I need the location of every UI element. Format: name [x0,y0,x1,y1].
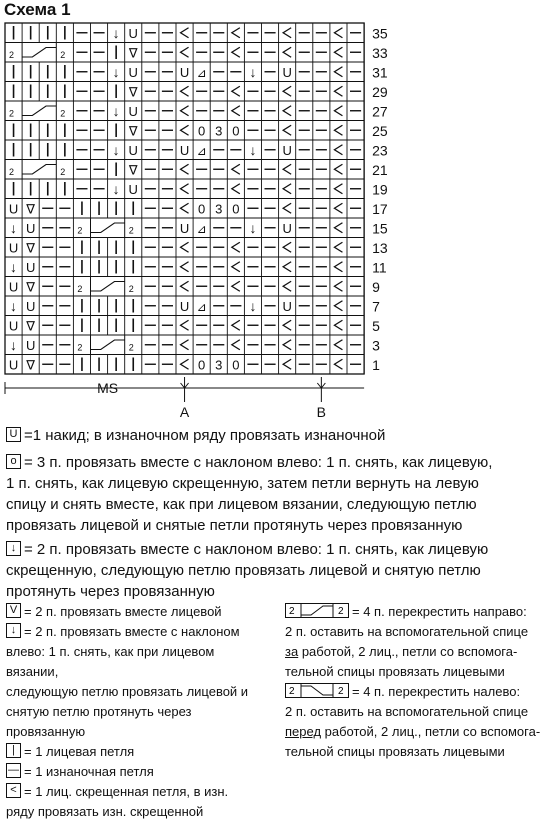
cable-label: 2 [128,342,134,353]
circle-mark: 0 [232,357,240,373]
twisted-mark [181,340,189,350]
twisted-mark [181,125,189,135]
k2tog-mark: ∇ [26,201,36,217]
svg-text:2: 2 [338,606,344,618]
twisted-mark [181,164,189,174]
twisted-mark [181,106,189,116]
twisted-mark [232,340,240,350]
twisted-mark [283,28,291,38]
twisted-mark [334,86,342,96]
ssk-mark: ↓ [10,258,18,275]
yarnover-mark: U [128,181,138,197]
twisted-mark [181,262,189,272]
k2tog-mark: ∇ [128,84,138,100]
svg-text:2: 2 [289,686,295,698]
legend-purl: — = 1 изнаночная петля [8,764,154,779]
marker-a: A [179,404,190,420]
ssk-mark: ↓ [10,297,18,314]
row-number: 21 [372,162,388,178]
dec-mark: ⊿ [196,65,207,80]
twisted-mark [283,86,291,96]
twisted-mark [181,28,189,38]
twisted-mark [334,203,342,213]
row-number: 19 [372,181,388,198]
yarnover-mark: U [8,201,19,217]
purl-icon: — [8,764,19,777]
circle-mark: 0 [198,201,206,217]
ssk-mark: ↓ [249,219,257,236]
row-number: 11 [372,259,387,276]
row-number: 9 [372,279,380,295]
twisted-mark [283,125,291,135]
chart-title: Схема 1 [4,0,71,19]
arrow-down-icon: ↓ [6,541,21,556]
twisted-mark [334,262,342,272]
cable-label: 2 [9,108,15,119]
row-number: 29 [372,84,388,100]
twisted-mark [181,320,189,330]
ssk-mark: ↓ [249,297,257,314]
k2tog-mark: ∇ [26,279,36,295]
twisted-mark [334,125,342,135]
cable-label: 2 [77,225,83,236]
twisted-mark [232,184,240,194]
twisted-mark [334,223,342,233]
ssk-mark: ↓ [112,24,120,41]
row-number: 27 [372,103,388,120]
k2tog-mark: ∇ [128,162,138,178]
circle-o-icon: o [6,454,21,469]
legend-small-left: V = 2 п. провязать вместе лицевой ↓ = 2 п. провязать вместе с наклоном влево: 1 п. снять, как при лицевом вязании, следующую петлю провязать лицевой и снятую петлю протянуть через провязанную | = 1 лицевая петля — = 1 изнаночная петля < = 1 лиц. скрещенная петля, в изн. ряду провязать изн. скрещенной [6,602,268,822]
twisted-mark [283,359,291,369]
yarnover-mark: U [282,298,292,314]
legend-k2tog: V = 2 п. провязать вместе лицевой [6,602,268,622]
twisted-mark [334,301,342,311]
knit-icon: | [6,743,21,758]
yarnover-mark: U [25,259,36,275]
yarnover-mark: U [179,220,190,236]
three-mark: 3 [215,123,223,139]
twisted-mark [283,47,291,57]
ssk-mark: ↓ [10,336,18,353]
cable-label: 2 [128,284,134,294]
twisted-mark [181,359,189,369]
yarnover-mark: U [179,64,190,80]
k2tog-mark: ∇ [26,318,36,334]
row-number: 1 [372,357,380,373]
legend-small-right: 2 2 = 4 п. перекрестить направо: 2 п. оставить на вспомогательной спице за работой, 2 лиц., петли со вспомога- тельной спицы провязать лицевыми 2 2 = 4 п. перекрестить налево: 2 п. оставить на вспомогательной спице перед работой, 2 лиц., петли со вспомога- тельной спицы провязать лицевыми [285,602,547,762]
legend-twisted: < = 1 лиц. скрещенная петля, в изн. [6,782,268,802]
three-mark: 3 [215,357,223,373]
legend-cable-left: 2 2 = 4 п. перекрестить налево: [285,682,547,702]
cable-label: 2 [60,108,66,119]
twisted-mark [283,184,291,194]
k2tog-mark: ∇ [26,240,36,256]
arrow-down-icon: ↓ [6,623,21,638]
cable-label: 2 [60,50,66,60]
yarnover-mark: U [8,240,19,256]
ssk-mark: ↓ [249,141,257,158]
legend-cable-right: 2 2 = 4 п. перекрестить направо: [285,602,547,622]
cable-label: 2 [60,167,66,177]
row-number: 33 [372,45,388,61]
cable-right-icon [285,603,349,618]
row-number: 13 [372,240,388,256]
twisted-mark [283,281,291,291]
cable-label: 2 [9,50,15,60]
ssk-mark: ↓ [112,180,120,197]
cable-label: 2 [77,284,83,294]
marker-b: B [316,404,327,420]
twisted-mark [181,184,189,194]
three-mark: 3 [215,201,223,217]
k2tog-mark: ∇ [26,357,36,373]
yarnover-mark: U [179,298,190,314]
row-number: 15 [372,220,388,237]
yarnover-mark: U [8,357,19,373]
twisted-mark [334,145,342,155]
ssk-mark: ↓ [249,63,257,80]
dec-mark: ⊿ [196,221,207,236]
cable-label: 2 [128,225,134,236]
row-number: 35 [372,25,388,42]
twisted-mark [232,281,240,291]
twisted-mark [181,203,189,213]
twisted-mark [181,47,189,57]
cable-line [91,340,125,350]
circle-mark: 0 [232,123,240,139]
twisted-mark [334,320,342,330]
row-number: 31 [372,64,388,81]
cable-line [22,48,56,58]
twisted-mark [283,203,291,213]
twisted-mark [232,164,240,174]
row-number: 5 [372,318,380,334]
k2tog-icon: V [6,603,21,618]
twisted-mark [232,262,240,272]
twisted-mark [334,67,342,77]
yarnover-mark: U [128,103,138,119]
yarnover-mark: U [282,64,292,80]
twisted-mark [334,359,342,369]
cable-line [91,223,125,233]
cable-label: 2 [77,342,83,353]
k2tog-mark: ∇ [128,123,138,139]
twisted-mark [334,47,342,57]
legend-2-together-left: ↓ = 2 п. провязать вместе с наклоном влево: 1 п. снять, как лицевую скрещенную, следующую петлю провязать лицевой и снятую петлю протянуть через провязанную [6,541,489,600]
row-number: 23 [372,142,388,159]
twisted-mark [283,340,291,350]
twisted-mark [334,164,342,174]
circle-mark: 0 [198,357,206,373]
ssk-mark: ↓ [10,219,18,236]
row-number: 25 [372,123,388,139]
ms-label: MS [97,380,119,396]
twisted-mark [181,86,189,96]
twisted-mark [334,184,342,194]
twisted-stitch-icon: < [6,783,21,798]
svg-text:2: 2 [338,686,344,698]
yarnover-mark: U [25,337,36,353]
cable-line [22,165,56,175]
yarnover-mark: U [25,220,36,236]
row-number: 7 [372,298,380,315]
legend-3-together: o = 3 п. провязать вместе с наклоном влево: 1 п. снять, как лицевую, 1 п. снять, как лицевую скрещенную, затем петли вернуть на левую спицу и снять вместе, как при лицевом вязании, следующую петлю провязать лицевой и снятые петли протянуть через провязанную [6,454,493,534]
yarnover-mark: U [282,142,292,158]
k2tog-mark: ∇ [128,45,138,61]
dec-mark: ⊿ [196,299,207,314]
yarnover-mark: U [282,220,292,236]
row-number: 3 [372,337,380,354]
yarnover-mark: U [8,318,19,334]
twisted-mark [181,281,189,291]
cable-label: 2 [9,167,15,177]
twisted-mark [283,262,291,272]
svg-text:2: 2 [289,606,295,618]
twisted-mark [232,28,240,38]
yarnover-icon: U [6,427,21,442]
yarnover-mark: U [8,279,19,295]
yarnover-mark: U [128,142,138,158]
yarnover-mark: U [128,64,138,80]
twisted-mark [232,86,240,96]
legend-ssk: ↓ = 2 п. провязать вместе с наклоном [6,622,268,642]
twisted-mark [232,106,240,116]
twisted-mark [283,106,291,116]
yarnover-mark: U [25,298,36,314]
twisted-mark [283,320,291,330]
ssk-mark: ↓ [112,63,120,80]
twisted-mark [181,242,189,252]
twisted-mark [232,242,240,252]
twisted-mark [334,242,342,252]
legend-yarnover: U =1 накид; в изнаночном ряду провязать изнаночной [6,425,385,446]
circle-mark: 0 [232,201,240,217]
twisted-mark [283,164,291,174]
yarnover-mark: U [179,142,190,158]
circle-mark: 0 [198,123,206,139]
ssk-mark: ↓ [112,141,120,158]
twisted-mark [334,28,342,38]
row-number: 17 [372,201,388,217]
dec-mark: ⊿ [196,143,207,158]
twisted-mark [232,320,240,330]
twisted-mark [334,340,342,350]
cable-line [22,106,56,116]
yarnover-mark: U [128,25,138,41]
cable-left-icon [285,683,349,698]
ssk-mark: ↓ [112,102,120,119]
twisted-mark [334,281,342,291]
twisted-mark [283,242,291,252]
cable-line [91,282,125,292]
twisted-mark [334,106,342,116]
legend-knit: | = 1 лицевая петля [6,742,268,762]
twisted-mark [232,47,240,57]
